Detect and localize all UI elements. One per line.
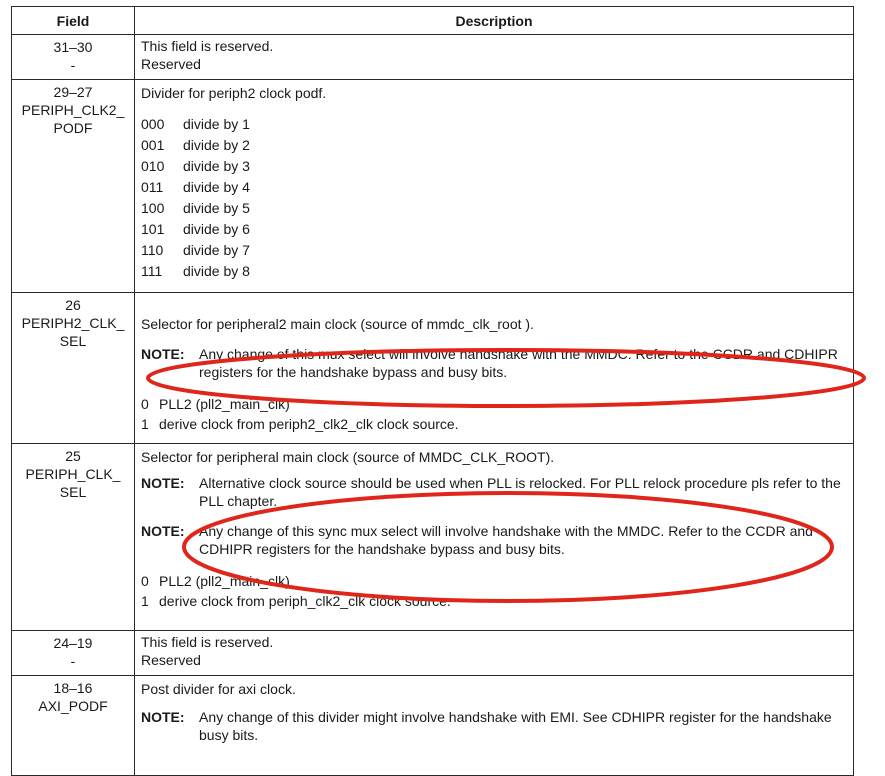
table-row-25 (12, 444, 854, 631)
encoding-item: 100 divide by 5 (141, 200, 250, 216)
note-block (141, 522, 847, 558)
description-cell (135, 444, 854, 631)
option-item: 0 PLL2 (pll2_main_clk) (141, 396, 290, 412)
option-item: 0 PLL2 (pll2_main_clk) (141, 573, 290, 589)
encoding-item: 110 divide by 7 (141, 242, 250, 258)
note-label: NOTE: (141, 523, 185, 539)
field-bits: 18–16 (53, 680, 93, 696)
description-cell (135, 676, 854, 776)
option-item: 1 derive clock from periph_clk2_clk clock source. (141, 593, 451, 609)
description-line: This field is reserved. (141, 634, 274, 650)
description-line: Reserved (141, 56, 201, 72)
field-cell (12, 676, 135, 776)
field-name: - (70, 57, 76, 73)
table-row-26 (12, 293, 854, 444)
table-row-18-16 (12, 676, 854, 776)
note-text: Any change of this mux select will involve handshake with the MMDC. Refer to the CCDR and CDHIPR registers for the handshake bypass and busy bits. (199, 346, 838, 380)
field-name: AXI_PODF (38, 698, 108, 714)
description-cell (135, 80, 854, 293)
encoding-item: 000 divide by 1 (141, 116, 250, 132)
encoding-item: 111 divide by 8 (141, 263, 250, 279)
field-bits: 25 (65, 448, 81, 464)
note-label: NOTE: (141, 475, 185, 491)
table-row-24-19 (12, 631, 854, 676)
option-item: 1 derive clock from periph2_clk2_clk clock source. (141, 416, 459, 432)
description-intro: Divider for periph2 clock podf. (141, 85, 327, 101)
description-line: Reserved (141, 652, 201, 668)
encoding-item: 101 divide by 6 (141, 221, 250, 237)
table-header-row (12, 7, 854, 35)
field-cell (12, 35, 135, 80)
field-cell (12, 631, 135, 676)
field-bits: 24–19 (53, 635, 93, 651)
field-name: - (70, 653, 76, 669)
table-row-31-30 (12, 35, 854, 80)
note-block (141, 474, 847, 510)
field-column-header: Field (12, 7, 135, 35)
field-name: PERIPH_CLK_ SEL (25, 466, 121, 500)
description-line: This field is reserved. (141, 38, 274, 54)
description-cell (135, 35, 854, 80)
encoding-item: 011 divide by 4 (141, 179, 250, 195)
field-cell (12, 293, 135, 444)
note-text: Any change of this divider might involve handshake with EMI. See CDHIPR register for the handshake busy bits. (199, 709, 832, 743)
field-bits: 31–30 (53, 39, 93, 55)
field-bits: 29–27 (53, 84, 93, 100)
description-intro: Post divider for axi clock. (141, 681, 296, 697)
description-cell (135, 293, 854, 444)
field-name: PERIPH2_CLK_ SEL (21, 315, 125, 349)
note-block (141, 345, 847, 381)
field-bits: 26 (65, 297, 81, 313)
encoding-item: 001 divide by 2 (141, 137, 250, 153)
description-column-header: Description (135, 7, 854, 35)
note-label: NOTE: (141, 346, 185, 362)
field-cell (12, 80, 135, 293)
description-intro: Selector for peripheral2 main clock (source of mmdc_clk_root ). (141, 316, 534, 332)
description-intro: Selector for peripheral main clock (source of MMDC_CLK_ROOT). (141, 449, 555, 465)
encoding-item: 010 divide by 3 (141, 158, 250, 174)
register-field-table (11, 6, 854, 776)
note-label: NOTE: (141, 709, 185, 725)
field-cell (12, 444, 135, 631)
note-text: Any change of this sync mux select will involve handshake with the MMDC. Refer to the CCDR and CDHIPR registers for the handshake bypass and busy bits. (199, 523, 813, 557)
note-text: Alternative clock source should be used when PLL is relocked. For PLL relock procedure pls refer to the PLL chapter. (199, 475, 841, 509)
note-block (141, 708, 847, 744)
table-row-29-27 (12, 80, 854, 293)
description-cell (135, 631, 854, 676)
field-name: PERIPH_CLK2_ PODF (21, 102, 125, 136)
